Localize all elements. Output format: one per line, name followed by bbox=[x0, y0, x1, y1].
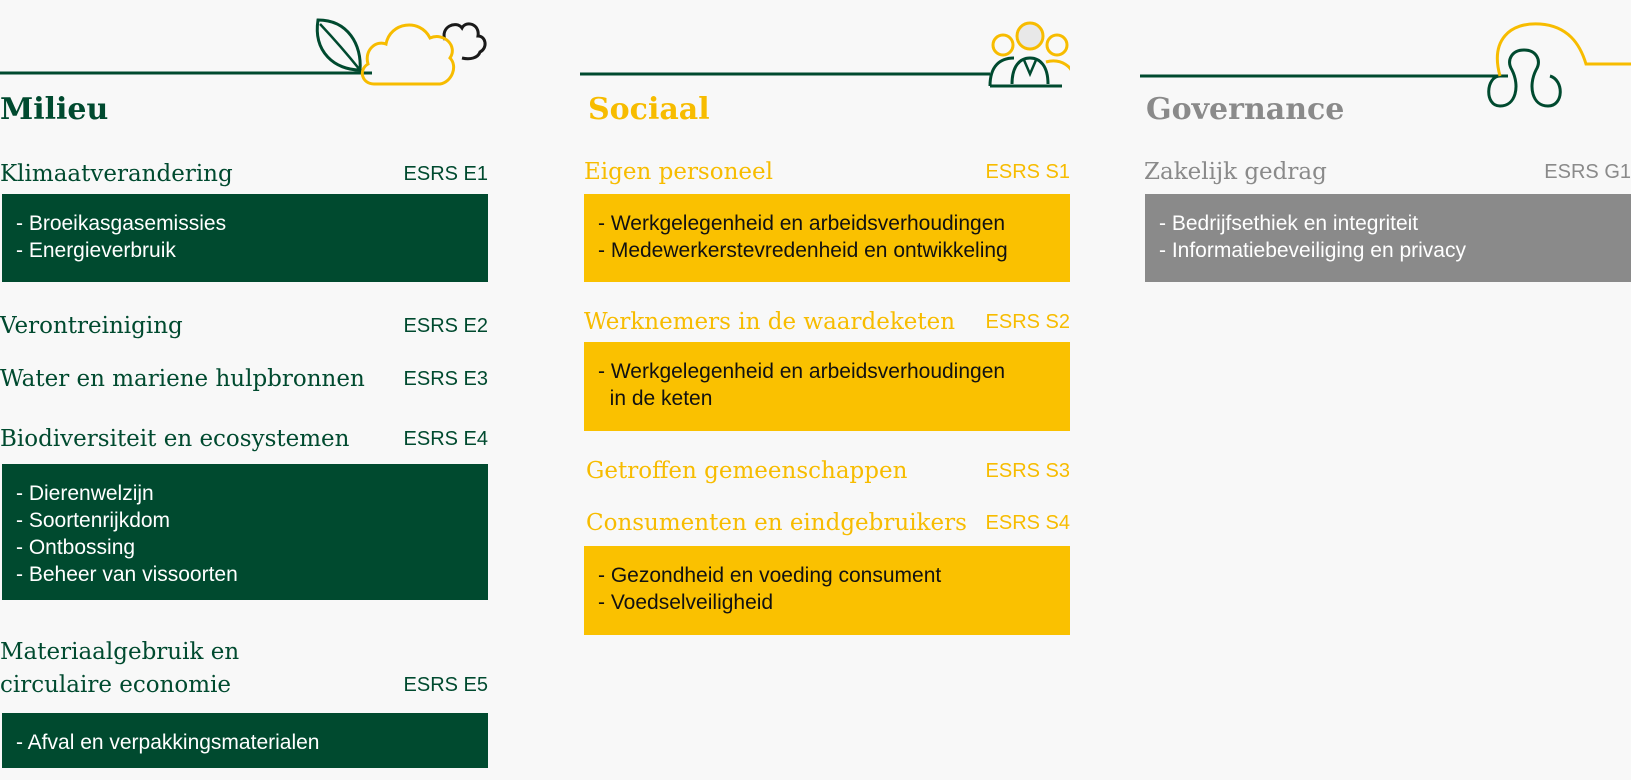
leaf-cloud-icon bbox=[0, 0, 488, 92]
topic-heading bbox=[0, 423, 488, 456]
esrs-code: ESRS G1 bbox=[1544, 161, 1631, 183]
topic-box bbox=[1145, 194, 1631, 282]
list-item: - Broeikasgasemissies bbox=[16, 212, 227, 235]
topic-name: Water en mariene hulpbronnen bbox=[0, 366, 365, 392]
topic-name: Biodiversiteit en ecosystemen bbox=[0, 426, 350, 452]
topic-name: Consumenten en eindgebruikers bbox=[586, 510, 967, 536]
topic-heading bbox=[0, 363, 488, 396]
list-item: - Medewerkerstevredenheid en ontwikkeling bbox=[598, 239, 1008, 262]
topic-name: Verontreiniging bbox=[0, 313, 183, 339]
topic-heading bbox=[584, 156, 1070, 189]
topic-heading bbox=[1144, 156, 1631, 189]
topic-box bbox=[2, 194, 488, 282]
esrs-code: ESRS E4 bbox=[403, 428, 488, 450]
topic-box bbox=[584, 546, 1070, 635]
topic-box bbox=[584, 342, 1070, 431]
topic-box bbox=[584, 194, 1070, 282]
esrs-code: ESRS S3 bbox=[985, 460, 1070, 482]
esrs-code: ESRS E5 bbox=[403, 674, 488, 696]
esrs-code: ESRS E1 bbox=[403, 163, 488, 185]
list-item: - Energieverbruik bbox=[16, 239, 176, 262]
topic-heading bbox=[0, 310, 488, 343]
topic-box bbox=[2, 713, 488, 768]
list-item: in de keten bbox=[598, 387, 713, 410]
list-item: - Beheer van vissoorten bbox=[16, 563, 238, 586]
esrs-code: ESRS E2 bbox=[403, 315, 488, 337]
topic-box bbox=[2, 464, 488, 600]
topic-heading bbox=[586, 507, 1070, 540]
milieu-column bbox=[0, 0, 488, 780]
section-title: Milieu bbox=[0, 92, 109, 127]
list-item: - Ontbossing bbox=[16, 536, 136, 559]
list-item: - Soortenrijkdom bbox=[16, 509, 171, 532]
esrs-code: ESRS S1 bbox=[985, 161, 1070, 183]
topic-name: Getroffen gemeenschappen bbox=[586, 458, 908, 484]
topic-heading bbox=[0, 158, 488, 191]
topic-name-line-1: Materiaalgebruik en bbox=[0, 639, 240, 665]
esrs-code: ESRS S4 bbox=[985, 512, 1070, 534]
list-item: - Dierenwelzijn bbox=[16, 482, 154, 505]
list-item: - Informatiebeveiliging en privacy bbox=[1159, 239, 1466, 262]
list-item: - Werkgelegenheid en arbeidsverhoudingen bbox=[598, 360, 1006, 383]
list-item: - Voedselveiligheid bbox=[598, 591, 774, 614]
topic-name: Klimaatverandering bbox=[0, 161, 233, 187]
topic-heading bbox=[0, 636, 488, 669]
people-group-icon bbox=[580, 0, 1070, 92]
list-item: - Bedrijfsethiek en integriteit bbox=[1159, 212, 1419, 235]
topic-heading bbox=[586, 455, 1070, 488]
topic-name: Eigen personeel bbox=[584, 159, 773, 185]
sociaal-column bbox=[580, 0, 1070, 780]
esrs-code: ESRS E3 bbox=[403, 368, 488, 390]
list-item: - Werkgelegenheid en arbeidsverhoudingen bbox=[598, 212, 1006, 235]
section-title: Sociaal bbox=[588, 92, 710, 127]
topic-name: Werknemers in de waardeketen bbox=[584, 309, 956, 335]
topic-name: Zakelijk gedrag bbox=[1144, 159, 1327, 185]
list-item: - Gezondheid en voeding consument bbox=[598, 564, 942, 587]
list-item: - Afval en verpakkingsmaterialen bbox=[16, 731, 320, 754]
section-title: Governance bbox=[1146, 92, 1345, 127]
governance-column bbox=[1140, 0, 1631, 780]
esrs-code: ESRS S2 bbox=[985, 311, 1070, 333]
topic-name-line-2: circulaire economie bbox=[0, 672, 232, 698]
topic-heading bbox=[0, 669, 488, 702]
topic-heading bbox=[584, 306, 1070, 339]
